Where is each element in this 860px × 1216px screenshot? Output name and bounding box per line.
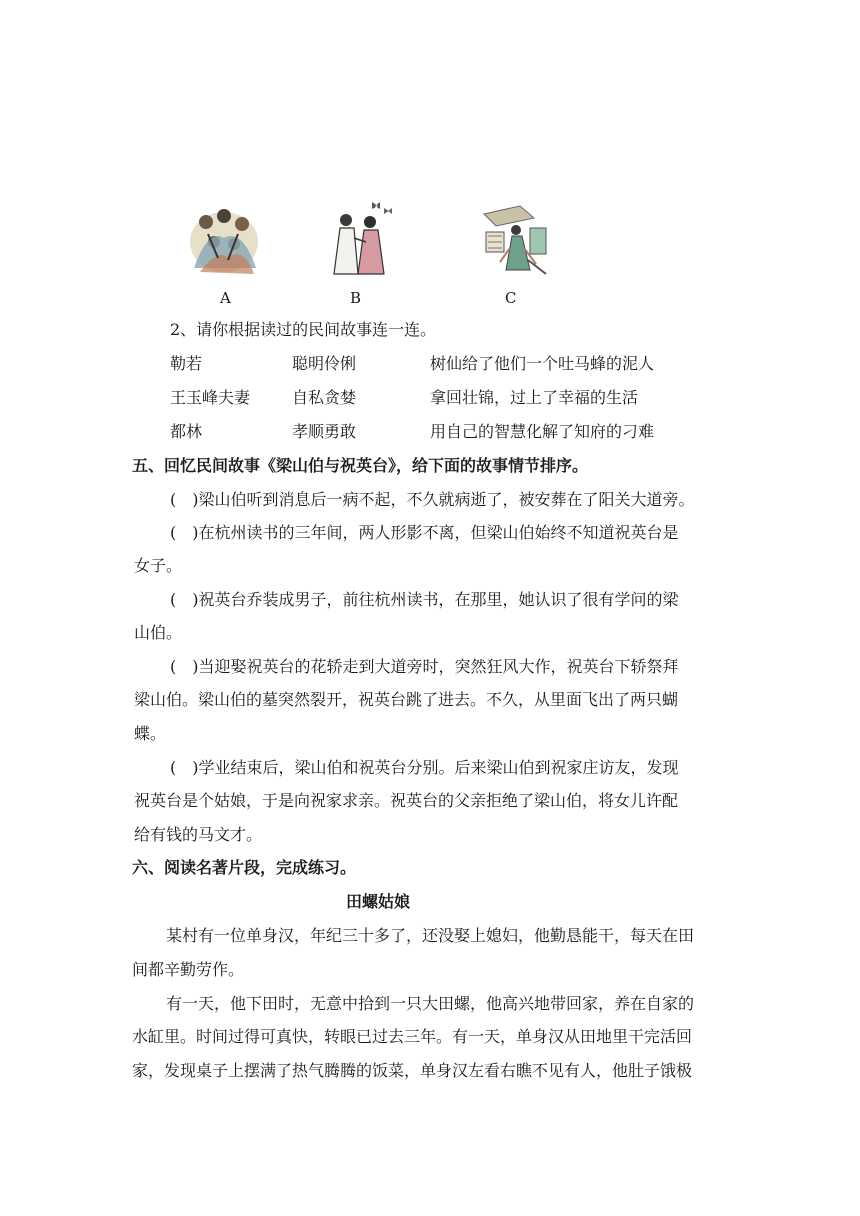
match-mid-3: 孝顺勇敢: [292, 422, 357, 441]
match-right-2: 拿回壮锦，过上了幸福的生活: [430, 388, 639, 407]
match-mid-1: 聪明伶俐: [292, 354, 357, 373]
match-left-3: 都林: [170, 422, 203, 441]
order-item-3-line-2: 山伯。: [134, 623, 183, 642]
order-item-3-line-1: ( )祝英台乔装成男子，前往杭州读书，在那里，她认识了很有学问的梁: [170, 590, 679, 609]
illustration-a: [188, 198, 260, 276]
image-label-c: C: [505, 289, 517, 307]
story-title: 田螺姑娘: [346, 892, 411, 911]
match-right-1: 树仙给了他们一个吐马蜂的泥人: [430, 354, 655, 373]
section-5-title: 五、回忆民间故事《梁山伯与祝英台》，给下面的故事情节排序。: [132, 456, 589, 475]
order-item-4-line-3: 蝶。: [134, 724, 167, 743]
story-paragraph-2-line-2: 水缸里。时间过得可真快，转眼已过去三年。有一天，单身汉从田地里干完活回: [132, 1027, 693, 1046]
question-2-title: 2、请你根据读过的民间故事连一连。: [170, 320, 437, 339]
story-paragraph-2-line-1: 有一天，他下田时，无意中拾到一只大田螺，他高兴地带回家，养在自家的: [166, 994, 695, 1013]
section-6-title: 六、阅读名著片段，完成练习。: [132, 858, 357, 877]
woman-at-loom-icon: [480, 204, 552, 276]
order-item-5-line-1: ( )学业结束后，梁山伯和祝英台分别。后来梁山伯到祝家庄访友，发现: [170, 758, 679, 777]
match-left-2: 王玉峰夫妻: [170, 388, 251, 407]
story-paragraph-2-line-3: 家，发现桌子上摆满了热气腾腾的饭菜，单身汉左看右瞧不见有人，他肚子饿极: [132, 1061, 693, 1080]
story-paragraph-1-line-1: 某村有一位单身汉，年纪三十多了，还没娶上媳妇，他勤恳能干，每天在田: [166, 926, 695, 945]
order-item-5-line-3: 给有钱的马文才。: [134, 825, 263, 844]
match-left-1: 勒若: [170, 354, 203, 373]
match-mid-2: 自私贪婪: [292, 388, 357, 407]
order-item-2-line-1: ( )在杭州读书的三年间，两人形影不离，但梁山伯始终不知道祝英台是: [170, 523, 679, 542]
two-scholars-with-butterflies-icon: [326, 196, 398, 276]
story-paragraph-1-line-2: 间都辛勤劳作。: [132, 960, 245, 979]
crowd-of-figures-icon: [188, 198, 260, 276]
order-item-4-line-2: 梁山伯。梁山伯的墓突然裂开，祝英台跳了进去。不久，从里面飞出了两只蝴: [134, 690, 679, 709]
match-right-3: 用自己的智慧化解了知府的刁难: [430, 422, 655, 441]
order-item-2-line-2: 女子。: [134, 556, 183, 575]
order-item-5-line-2: 祝英台是个姑娘，于是向祝家求亲。祝英台的父亲拒绝了梁山伯，将女儿许配: [134, 791, 679, 810]
illustration-c: [480, 204, 552, 276]
order-item-1-line-1: ( )梁山伯听到消息后一病不起，不久就病逝了，被安葬在了阳关大道旁。: [170, 490, 695, 509]
illustration-b: [326, 196, 398, 276]
order-item-4-line-1: ( )当迎娶祝英台的花轿走到大道旁时，突然狂风大作，祝英台下轿祭拜: [170, 657, 679, 676]
image-label-a: A: [220, 289, 231, 307]
image-label-b: B: [350, 289, 362, 307]
